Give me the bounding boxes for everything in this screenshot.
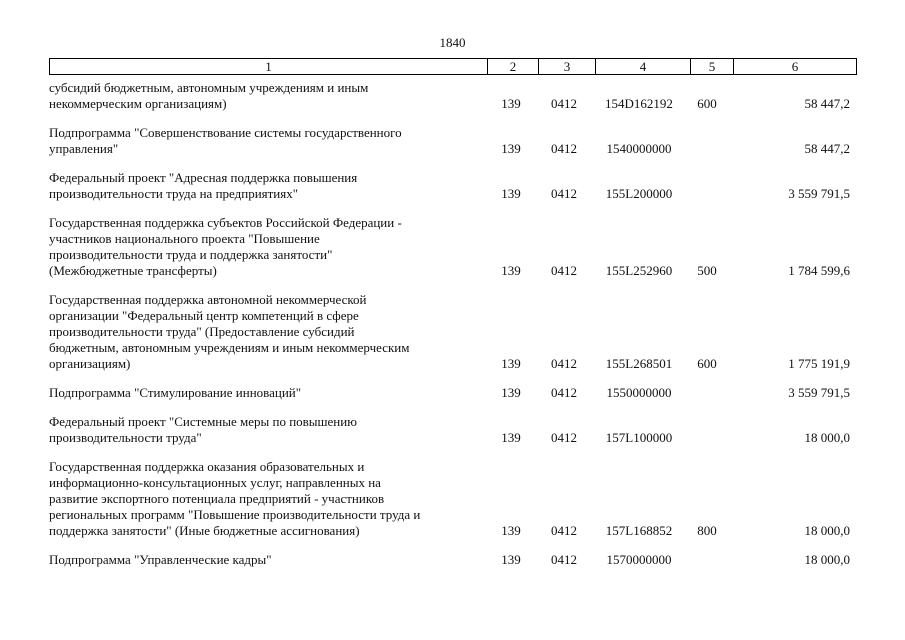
table-row — [49, 385, 850, 401]
row-description — [49, 552, 486, 568]
row-description-line: субсидий бюджетным, автономным учреждениям и иным — [49, 80, 369, 95]
row-description — [49, 414, 486, 446]
row-description — [49, 385, 486, 401]
row-description-line: Федеральный проект "Адресная поддержка повышения — [49, 170, 358, 185]
row-amount: 3 559 791,5 — [788, 385, 850, 400]
row-description-line: производительности труда на предприятиях" — [49, 186, 299, 201]
row-description-line: Подпрограмма "Управленческие кадры" — [49, 552, 272, 567]
row-section-code: 0412 — [551, 552, 577, 567]
row-description-line: участников национального проекта "Повышение — [49, 231, 320, 246]
row-description-line: региональных программ "Повышение производительности труда и — [49, 507, 421, 522]
row-description-line: производительности труда" (Предоставление субсидий — [49, 324, 355, 339]
row-ministry-code: 139 — [501, 186, 521, 201]
row-target-article: 157L100000 — [605, 430, 673, 445]
row-target-article: 155L268501 — [605, 356, 673, 371]
column-header-5: 5 — [691, 59, 734, 75]
row-target-article: 1550000000 — [606, 385, 672, 400]
table-row — [49, 80, 850, 112]
row-section-code: 0412 — [551, 385, 577, 400]
row-section-code: 0412 — [551, 356, 577, 371]
row-ministry-code: 139 — [501, 430, 521, 445]
row-section-code: 0412 — [551, 141, 577, 156]
row-ministry-code: 139 — [501, 141, 521, 156]
page-number: 1840 — [439, 35, 466, 50]
row-description-line: бюджетным, автономным учреждениям и иным некоммерческим — [49, 340, 410, 355]
row-description-line: Федеральный проект "Системные меры по повышению — [49, 414, 357, 429]
row-amount: 58 447,2 — [804, 141, 850, 156]
row-ministry-code: 139 — [501, 385, 521, 400]
row-target-article: 1570000000 — [606, 552, 672, 567]
row-expense-type: 800 — [697, 523, 717, 538]
row-description-line: производительности труда и поддержка занятости" — [49, 247, 333, 262]
table-row — [49, 414, 850, 446]
row-section-code: 0412 — [551, 186, 577, 201]
row-target-article: 155L252960 — [605, 263, 673, 278]
table-row — [49, 552, 850, 568]
row-description-line: организациям) — [49, 356, 131, 371]
row-expense-type: 600 — [697, 96, 717, 111]
row-description-line: организации "Федеральный центр компетенций в сфере — [49, 308, 359, 323]
row-amount: 1 784 599,6 — [788, 263, 850, 278]
row-description-line: Подпрограмма "Стимулирование инноваций" — [49, 385, 302, 400]
column-header-1: 1 — [50, 59, 488, 75]
row-amount: 1 775 191,9 — [788, 356, 850, 371]
row-section-code: 0412 — [551, 523, 577, 538]
table-row — [49, 125, 850, 157]
row-amount: 3 559 791,5 — [788, 186, 850, 201]
column-header-3: 3 — [539, 59, 596, 75]
budget-table-body — [49, 80, 850, 581]
row-description-line: производительности труда" — [49, 430, 202, 445]
row-amount: 58 447,2 — [804, 96, 850, 111]
row-description-line: некоммерческим организациям) — [49, 96, 227, 111]
table-row — [49, 292, 850, 372]
row-description-line: Подпрограмма "Совершенствование системы государственного — [49, 125, 402, 140]
column-header-2: 2 — [488, 59, 539, 75]
row-ministry-code: 139 — [501, 263, 521, 278]
row-ministry-code: 139 — [501, 356, 521, 371]
row-target-article: 157L168852 — [605, 523, 673, 538]
column-header-4: 4 — [596, 59, 691, 75]
row-description-line: управления" — [49, 141, 119, 156]
row-section-code: 0412 — [551, 96, 577, 111]
table-row — [49, 215, 850, 279]
row-section-code: 0412 — [551, 263, 577, 278]
table-row — [49, 170, 850, 202]
row-ministry-code: 139 — [501, 523, 521, 538]
row-section-code: 0412 — [551, 430, 577, 445]
row-amount: 18 000,0 — [804, 552, 850, 567]
row-description — [49, 80, 486, 112]
row-description — [49, 215, 486, 279]
row-target-article: 154D162192 — [605, 96, 673, 111]
row-expense-type: 500 — [697, 263, 717, 278]
row-target-article: 155L200000 — [605, 186, 673, 201]
table-row — [49, 459, 850, 539]
column-header-6: 6 — [734, 59, 857, 75]
row-description — [49, 125, 486, 157]
row-description-line: (Межбюджетные трансферты) — [49, 263, 217, 278]
row-amount: 18 000,0 — [804, 523, 850, 538]
row-target-article: 1540000000 — [606, 141, 672, 156]
row-ministry-code: 139 — [501, 96, 521, 111]
row-description-line: Государственная поддержка автономной некоммерческой — [49, 292, 367, 307]
row-description-line: Государственная поддержка субъектов Российской Федерации - — [49, 215, 402, 230]
row-expense-type: 600 — [697, 356, 717, 371]
row-amount: 18 000,0 — [804, 430, 850, 445]
row-description-line: развитие экспортного потенциала предприятий - участников — [49, 491, 385, 506]
row-description-line: поддержка занятости" (Иные бюджетные ассигнования) — [49, 523, 360, 538]
row-description — [49, 170, 486, 202]
column-header-row — [49, 58, 857, 75]
row-description — [49, 459, 486, 539]
row-ministry-code: 139 — [501, 552, 521, 567]
row-description — [49, 292, 486, 372]
row-description-line: Государственная поддержка оказания образовательных и — [49, 459, 365, 474]
row-description-line: информационно-консультационных услуг, направленных на — [49, 475, 381, 490]
